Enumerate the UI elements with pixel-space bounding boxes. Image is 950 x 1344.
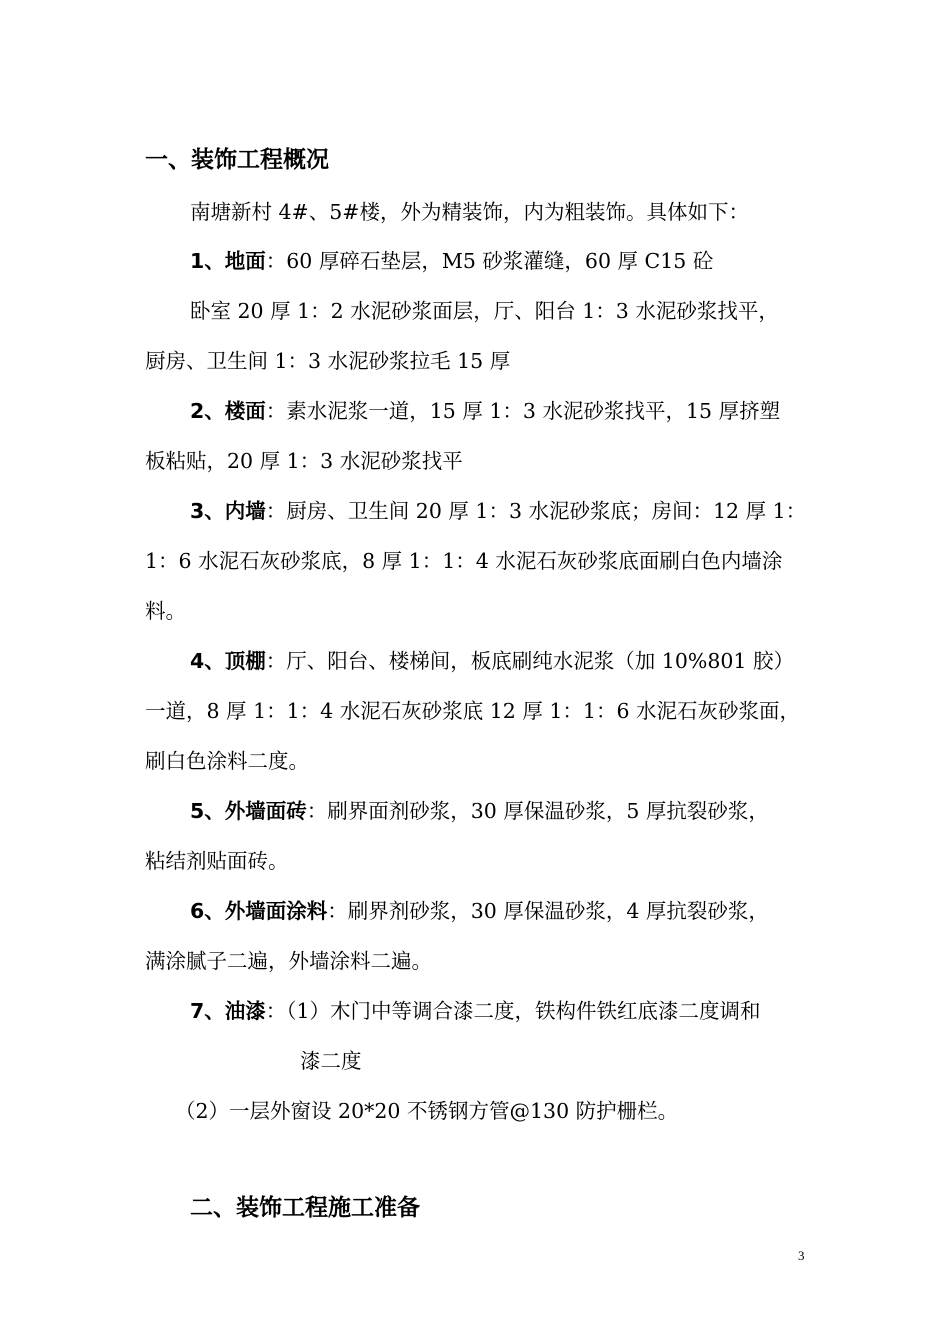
item-6-label: 6、外墙面涂料 <box>190 899 328 923</box>
item-1-label: 1、地面 <box>190 249 266 273</box>
item-5-label: 5、外墙面砖 <box>190 799 307 823</box>
item-6-text-1: ：刷界剂砂浆，30 厚保温砂浆，4 厚抗裂砂浆， <box>327 899 769 923</box>
item-5-line-1 <box>190 796 769 826</box>
page-number: 3 <box>798 1248 805 1263</box>
section-2-heading: 二、装饰工程施工准备 <box>190 1195 420 1221</box>
item-5-text-1: ：刷界面剂砂浆，30 厚保温砂浆，5 厚抗裂砂浆， <box>306 799 769 823</box>
item-6-line-1 <box>190 896 769 926</box>
item-3-line-3: 料。 <box>145 599 186 623</box>
item-2-line-2: 板粘贴，20 厚 1：3 水泥砂浆找平 <box>145 449 463 473</box>
item-1-text-1: ：60 厚碎石垫层，M5 砂浆灌缝，60 厚 C15 砼 <box>265 249 714 273</box>
item-4-line-3: 刷白色涂料二度。 <box>145 749 309 773</box>
item-4-label: 4、顶棚 <box>190 649 266 673</box>
item-2-label: 2、楼面 <box>190 399 266 423</box>
item-3-label: 3、内墙 <box>190 499 266 523</box>
intro-paragraph: 南塘新村 4#、5#楼，外为精装饰，内为粗装饰。具体如下： <box>190 200 749 224</box>
item-7-line-1 <box>190 996 761 1026</box>
item-7-text-1: ：（1）木门中等调合漆二度，铁构件铁红底漆二度调和 <box>265 999 761 1023</box>
item-4-line-1 <box>190 646 794 676</box>
item-1-line-2: 卧室 20 厚 1：2 水泥砂浆面层，厅、阳台 1：3 水泥砂浆找平， <box>190 299 779 323</box>
item-3-text-1: ：厨房、卫生间 20 厚 1：3 水泥砂浆底；房间：12 厚 1： <box>265 499 807 523</box>
item-4-text-1: ：厅、阳台、楼梯间，板底刷纯水泥浆（加 10%801 胶） <box>265 649 794 673</box>
item-7-line-2: 漆二度 <box>300 1049 362 1073</box>
item-6-line-2: 满涂腻子二遍，外墙涂料二遍。 <box>145 949 432 973</box>
item-2-text-1: ：素水泥浆一道，15 厚 1：3 水泥砂浆找平，15 厚挤塑 <box>265 399 781 423</box>
item-3-line-1 <box>190 496 806 526</box>
item-3-line-2: 1：6 水泥石灰砂浆底，8 厚 1：1：4 水泥石灰砂浆底面刷白色内墙涂 <box>145 549 783 573</box>
item-1-line-3: 厨房、卫生间 1：3 水泥砂浆拉毛 15 厚 <box>145 349 511 373</box>
item-1-line-1 <box>190 246 713 276</box>
item-2-line-1 <box>190 396 780 426</box>
item-7-line-3: （2）一层外窗设 20*20 不锈钢方管@130 防护栅栏。 <box>175 1099 679 1123</box>
section-1-heading: 一、装饰工程概况 <box>145 147 329 173</box>
item-7-label: 7、油漆 <box>190 999 266 1023</box>
item-4-line-2: 一道，8 厚 1：1：4 水泥石灰砂浆底 12 厚 1：1：6 水泥石灰砂浆面， <box>145 699 800 723</box>
item-5-line-2: 粘结剂贴面砖。 <box>145 849 289 873</box>
